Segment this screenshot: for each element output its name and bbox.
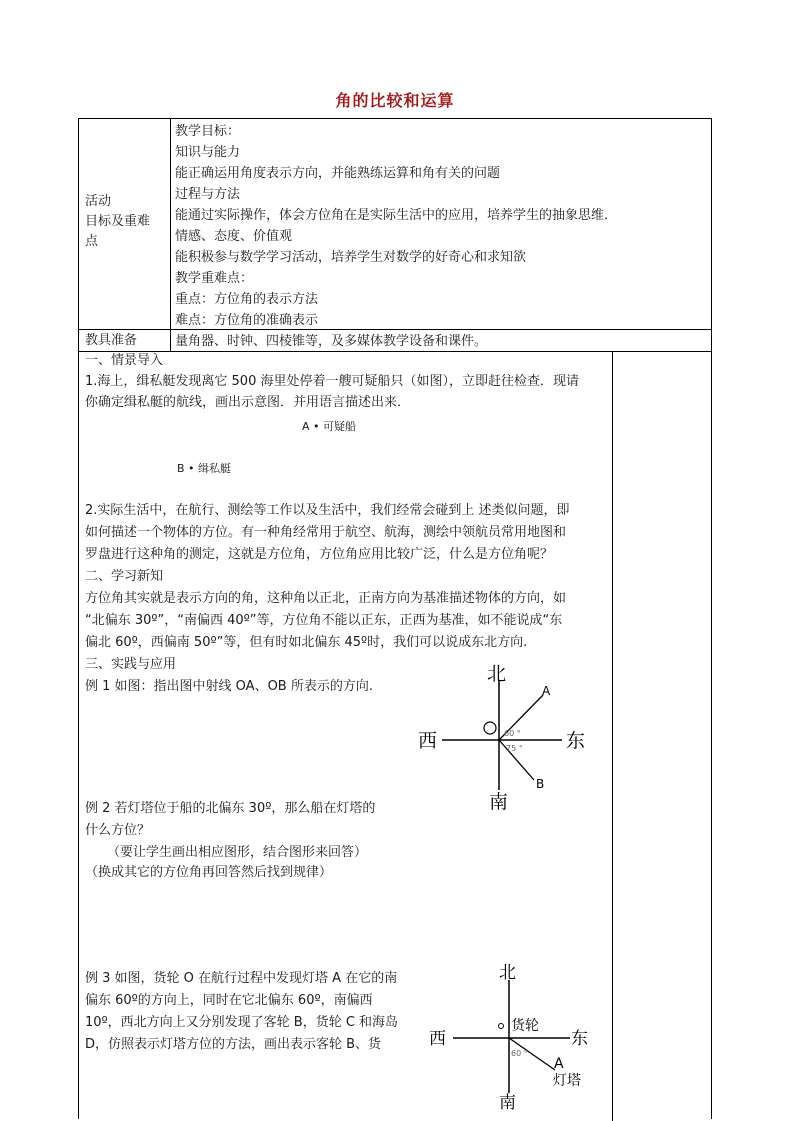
tools-label: 教具准备: [85, 333, 138, 348]
origin-marker: [499, 1024, 504, 1029]
ray-b-label: B: [536, 777, 545, 791]
example-line: D，仿照表示灯塔方位的方法，画出表示客轮 B、货: [85, 1037, 382, 1052]
compass-figure-ex3: [425, 958, 595, 1119]
page-title: 角的比较和运算: [335, 91, 455, 110]
ray-a-label: A: [542, 684, 551, 698]
paragraph-line: 罗盘进行这种角的测定，这就是方位角，方位角应用比较广泛，什么是方位角呢？: [85, 547, 554, 562]
goals-line: 能正确运用角度表示方向，并能熟练运算和角有关的问题: [175, 166, 501, 181]
goals-line: 能积极参与数学学习活动，培养学生对数学的好奇心和求知欲: [175, 250, 527, 265]
paragraph-line: 1.海上，缉私艇发现离它 500 海里处停着一艘可疑船只（如图），立即赶往检查．现请: [85, 374, 579, 389]
east-label: 东: [566, 730, 586, 752]
example-line: 偏东 60º的方向上，同时在它北偏东 60º，南偏西: [85, 993, 373, 1008]
angle-a-label: 60 °: [504, 729, 521, 738]
example-line: 例 2 若灯塔位于船的北偏东 30º，那么船在灯塔的: [85, 801, 376, 816]
section-heading: 二、学习新知: [85, 569, 164, 584]
column-divider: [170, 119, 171, 352]
paragraph-line: “北偏东 30º”，“南偏西 40º”等，方位角不能以正东，正西为基准，如不能说成“东: [85, 613, 563, 628]
goals-list: [175, 121, 705, 331]
goals-label-line: 点: [85, 234, 99, 249]
goals-line: 过程与方法: [175, 187, 241, 202]
point-a-label: A: [554, 1056, 564, 1072]
west-label: 西: [429, 1029, 446, 1049]
section-heading: 三、实践与应用: [85, 657, 177, 672]
example-line: （要让学生画出相应图形，结合图形来回答）: [107, 845, 368, 860]
goals-line: 教学目标：: [175, 124, 241, 139]
paragraph-line: 方位角其实就是表示方向的角，这种角以正北，正南方向为基准描述物体的方向，如: [85, 591, 567, 606]
east-label: 东: [571, 1029, 588, 1049]
example-line: 什么方位？: [85, 823, 151, 838]
goals-line: 重点：方位角的表示方法: [175, 292, 319, 307]
lesson-table: [78, 118, 712, 1119]
north-label: 北: [499, 963, 516, 983]
angle-label: 60 °: [511, 1049, 528, 1058]
tools-text: 量角器、时钟、四棱锥等，及多媒体教学设备和课件。: [175, 334, 488, 349]
point-label-b: B • 缉私艇: [177, 462, 232, 475]
side-column-divider: [612, 351, 613, 1121]
goals-line: 教学重难点：: [175, 271, 254, 286]
compass-figure-ex1: [410, 660, 600, 820]
example-line: （换成其它的方位角再回答然后找到规律）: [85, 865, 333, 880]
goals-label: [85, 192, 169, 252]
section-heading: 一、情景导入: [85, 353, 164, 368]
goals-label-line: 活动: [85, 194, 112, 209]
example-line: 例 3 如图，货轮 O 在航行过程中发现灯塔 A 在它的南: [85, 971, 398, 986]
point-label-a: A • 可疑船: [302, 420, 357, 433]
paragraph-line: 你确定缉私艇的航线，画出示意图．并用语言描述出来．: [85, 395, 411, 410]
goals-line: 知识与能力: [175, 145, 241, 160]
north-label: 北: [487, 663, 507, 685]
goals-line: 能通过实际操作，体会方位角在是实际生活中的应用，培养学生的抽象思维．: [175, 208, 618, 223]
ship-label: 货轮: [511, 1018, 539, 1034]
west-label: 西: [418, 730, 438, 752]
example-line: 例 1 如图：指出图中射线 OA、OB 所表示的方向.: [85, 679, 373, 694]
paragraph-line: 2.实际生活中，在航行、测绘等工作以及生活中，我们经常会碰到上 述类似问题，即: [85, 503, 570, 518]
angle-b-label: 75 °: [506, 744, 523, 753]
goals-line: 情感、态度、价值观: [175, 229, 293, 244]
origin-marker: [484, 722, 496, 734]
goals-label-line: 目标及重难: [85, 214, 151, 229]
lighthouse-label: 灯塔: [553, 1073, 581, 1089]
goals-line: 难点：方位角的准确表示: [175, 313, 319, 328]
example-line: 10º，西北方向上又分别发现了客轮 B，货轮 C 和海岛: [85, 1015, 399, 1030]
paragraph-line: 偏北 60º，西偏南 50º”等，但有时如北偏东 45º时，我们可以说成东北方向.: [85, 635, 528, 650]
south-label: 南: [499, 1093, 516, 1113]
south-label: 南: [489, 791, 509, 813]
paragraph-line: 如何描述一个物体的方位。有一种角经常用于航空、航海，测绘中领航员常用地图和: [85, 525, 567, 540]
